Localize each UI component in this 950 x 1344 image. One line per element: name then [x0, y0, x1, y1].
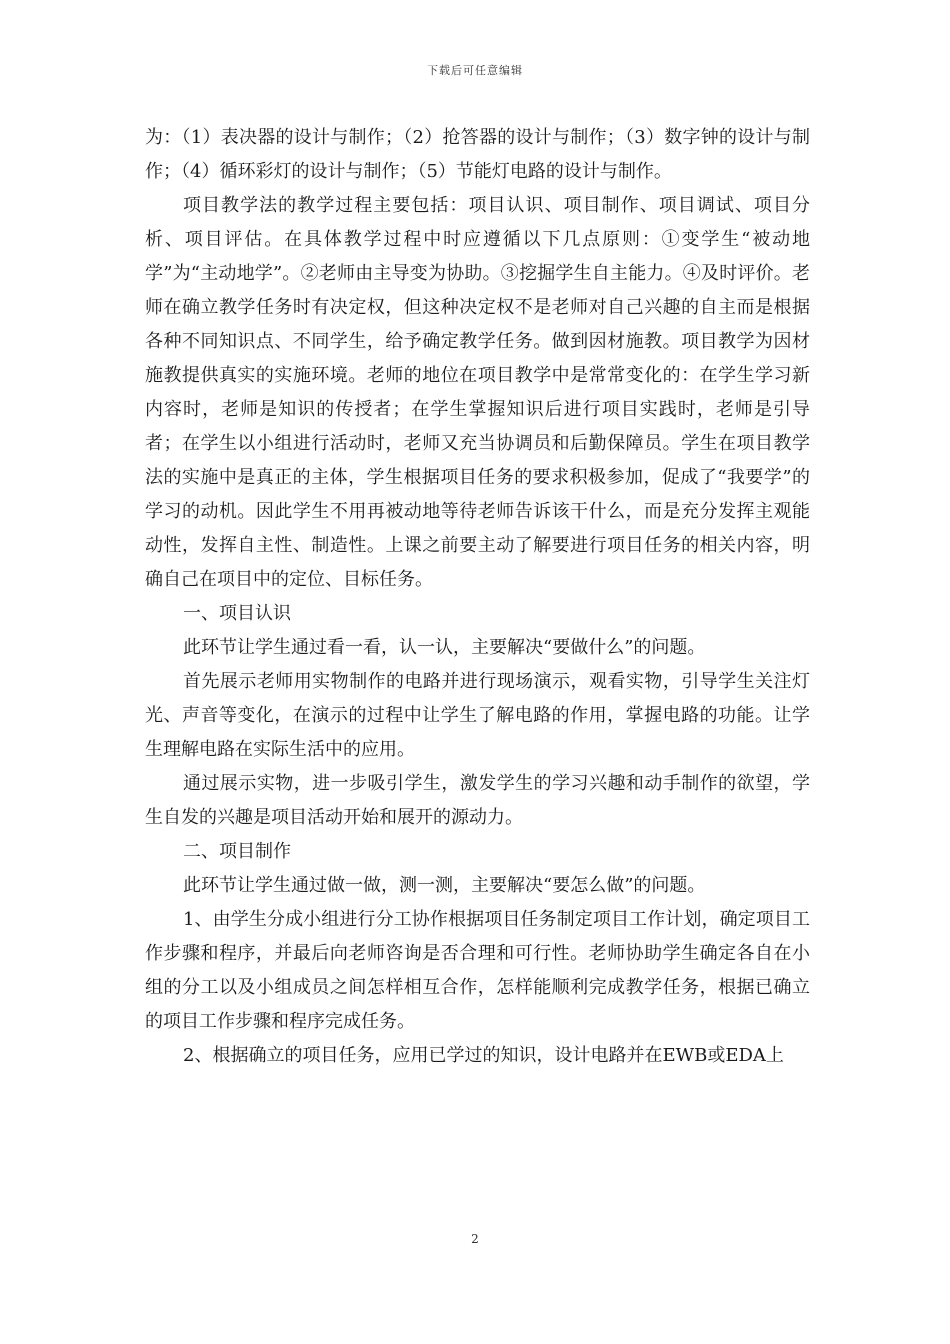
- paragraph-recognition-intro: 此环节让学生通过看一看，认一认，主要解决“要做什么”的问题。: [183, 637, 706, 658]
- paragraph-step-1: 1、由学生分成小组进行分工协作根据项目任务制定项目工作计划，确定项目工作步骤和程序，并最后向老师咨询是否合理和可行性。老师协助学生确定各自在小组的分工以及小组成员之间怎样相互合作，怎样能顺利完成教学任务，根据已确立的项目工作步骤和程序完成任务。: [145, 909, 810, 1032]
- page-header: 下载后可任意编辑: [427, 64, 523, 77]
- section-heading-project-making: 二、项目制作: [183, 841, 291, 862]
- document-body: [145, 121, 810, 1073]
- paragraph-demonstration: 首先展示老师用实物制作的电路并进行现场演示，观看实物，引导学生关注灯光、声音等变化，在演示的过程中让学生了解电路的作用，掌握电路的功能。让学生理解电路在实际生活中的应用。: [145, 671, 810, 760]
- page-number: 2: [471, 1232, 479, 1246]
- paragraph-interest: 通过展示实物，进一步吸引学生，激发学生的学习兴趣和动手制作的欲望，学生自发的兴趣是项目活动开始和展开的源动力。: [145, 773, 810, 828]
- paragraph-step-2: 2、根据确立的项目任务，应用已学过的知识，设计电路并在EWB或EDA上: [183, 1045, 784, 1066]
- paragraph-making-intro: 此环节让学生通过做一做，测一测，主要解决“要怎么做”的问题。: [183, 875, 706, 896]
- paragraph-teaching-process: 项目教学法的教学过程主要包括：项目认识、项目制作、项目调试、项目分析、项目评估。在具体教学过程中时应遵循以下几点原则：①变学生“被动地学”为“主动地学”。②老师由主导变为协助。③挖掘学生自主能力。④及时评价。老师在确立教学任务时有决定权，但这种决定权不是老师对自己兴趣的自主而是根据各种不同知识点、不同学生，给予确定教学任务。做到因材施教。项目教学为因材施教提供真实的实施环境。老师的地位在项目教学中是常常变化的：在学生学习新内容时，老师是知识的传授者；在学生掌握知识后进行项目实践时，老师是引导者；在学生以小组进行活动时，老师又充当协调员和后勤保障员。学生在项目教学法的实施中是真正的主体，学生根据项目任务的要求积极参加，促成了“我要学”的学习的动机。因此学生不用再被动地等待老师告诉该干什么，而是充分发挥主观能动性，发挥自主性、制造性。上课之前要主动了解要进行项目任务的相关内容，明确自己在项目中的定位、目标任务。: [145, 195, 810, 590]
- paragraph-project-list: 为：（1）表决器的设计与制作；（2）抢答器的设计与制作；（3）数字钟的设计与制作；（4）循环彩灯的设计与制作；（5）节能灯电路的设计与制作。: [145, 127, 810, 182]
- section-heading-project-recognition: 一、项目认识: [183, 603, 291, 624]
